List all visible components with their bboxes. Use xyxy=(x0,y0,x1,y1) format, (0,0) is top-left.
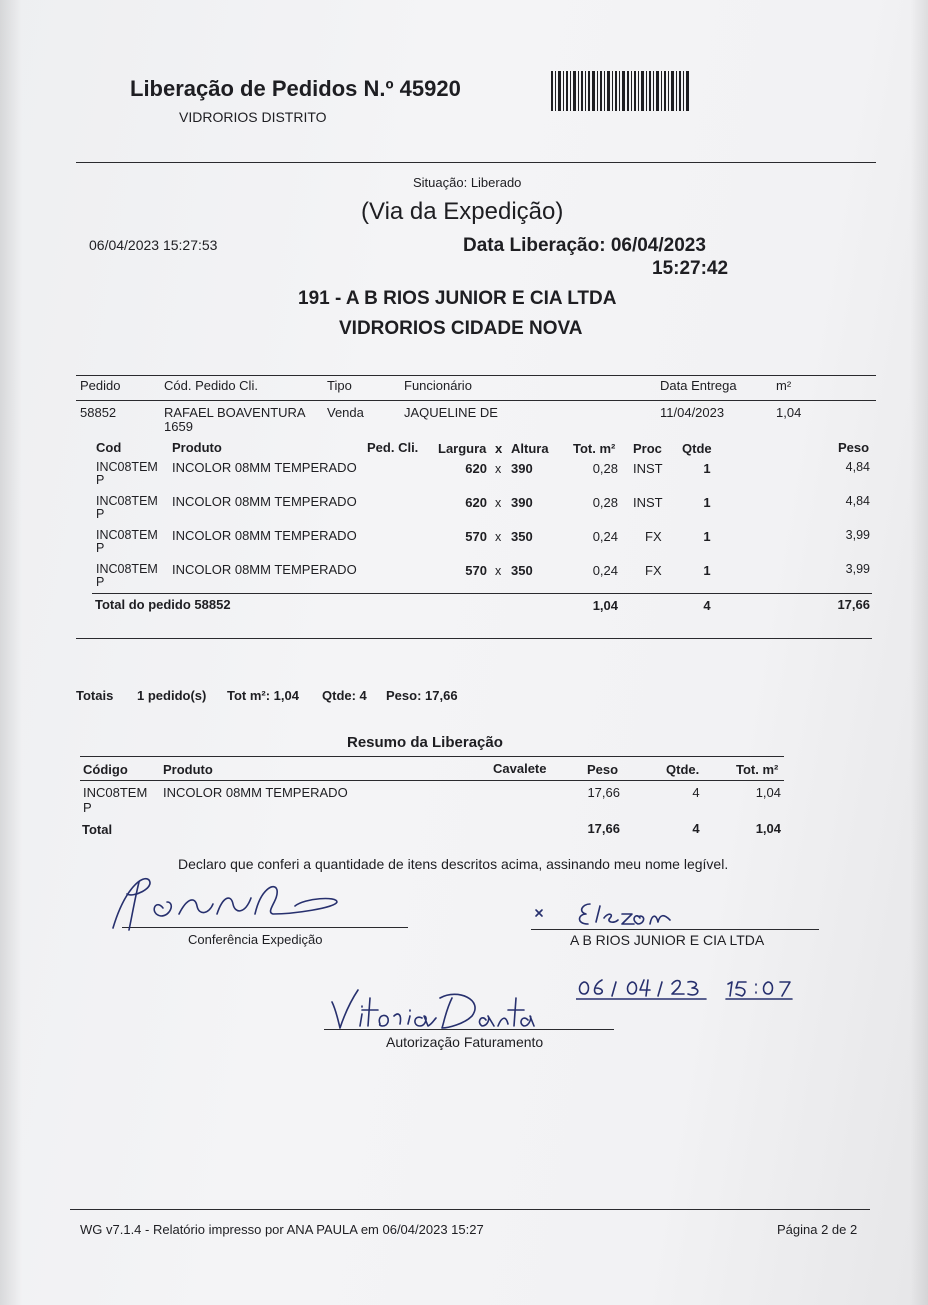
item-peso: 4,84 xyxy=(845,460,870,474)
signature-label-left: Conferência Expedição xyxy=(188,932,323,947)
item-tot-m2: 0,24 xyxy=(592,529,618,544)
col-tipo: Tipo xyxy=(327,378,352,393)
item-qtde: 1 xyxy=(703,461,711,476)
order-total-qtde: 4 xyxy=(703,598,711,613)
item-qtde: 1 xyxy=(703,563,711,578)
resumo-top-line xyxy=(80,756,784,757)
header-divider xyxy=(76,162,876,163)
resumo-col-tot-m2: Tot. m² xyxy=(736,762,779,777)
footer-line xyxy=(70,1209,870,1210)
item-proc: FX xyxy=(645,529,662,544)
order-pedido: 58852 xyxy=(80,405,117,420)
items-col-tot-m2: Tot. m² xyxy=(573,441,616,456)
item-produto: INCOLOR 08MM TEMPERADO xyxy=(172,562,357,577)
item-produto: INCOLOR 08MM TEMPERADO xyxy=(172,528,357,543)
data-liberacao: Data Liberação: 06/04/2023 xyxy=(463,235,706,256)
item-cod-cont: P xyxy=(96,507,105,521)
order-data-entrega: 11/04/2023 xyxy=(660,405,725,420)
item-tot-m2: 0,28 xyxy=(592,461,618,476)
order-total-label: Total do pedido 58852 xyxy=(95,597,231,612)
item-proc: FX xyxy=(645,563,662,578)
totais-qtde: Qtde: 4 xyxy=(322,688,367,703)
item-tot-m2: 0,24 xyxy=(592,563,618,578)
item-produto: INCOLOR 08MM TEMPERADO xyxy=(172,460,357,475)
col-cod-pedido-cli: Cód. Pedido Cli. xyxy=(164,378,258,393)
resumo-qtde: 4 xyxy=(692,785,700,800)
client-store: VIDRORIOS CIDADE NOVA xyxy=(339,318,583,339)
order-total-peso: 17,66 xyxy=(837,597,870,612)
col-m2: m² xyxy=(776,378,792,393)
resumo-title: Resumo da Liberação xyxy=(347,734,503,751)
items-col-altura: Altura xyxy=(511,441,549,456)
print-datetime: 06/04/2023 15:27:53 xyxy=(89,237,218,253)
item-altura: 390 xyxy=(511,495,533,510)
situacao-text: Situação: Liberado xyxy=(413,175,522,190)
via-heading: (Via da Expedição) xyxy=(361,198,564,225)
resumo-col-produto: Produto xyxy=(163,762,213,777)
item-cod: INC08TEM xyxy=(96,562,158,576)
resumo-col-qtde: Qtde. xyxy=(666,762,700,777)
item-qtde: 1 xyxy=(703,495,711,510)
item-cod-cont: P xyxy=(96,473,105,487)
item-peso: 4,84 xyxy=(845,494,870,508)
item-qtde: 1 xyxy=(703,529,711,544)
item-cod-cont: P xyxy=(96,541,105,555)
resumo-col-cavalete: Cavalete xyxy=(493,761,547,776)
resumo-col-codigo: Código xyxy=(83,762,128,777)
order-tipo: Venda xyxy=(327,405,364,420)
totais-pedidos: 1 pedido(s) xyxy=(137,688,207,703)
item-altura: 350 xyxy=(511,563,533,578)
items-total-line xyxy=(92,593,872,594)
totais-peso: Peso: 17,66 xyxy=(386,688,458,703)
footer-print-info: WG v7.1.4 - Relatório impresso por ANA PAULA em 06/04/2023 15:27 xyxy=(80,1222,484,1237)
item-cod: INC08TEM xyxy=(96,460,158,474)
order-top-line xyxy=(76,375,876,376)
items-col-proc: Proc xyxy=(633,441,662,456)
totais-m2: Tot m²: 1,04 xyxy=(227,688,299,703)
col-funcionario: Funcionário xyxy=(404,378,472,393)
handwritten-signature-auth xyxy=(318,980,538,1040)
items-col-largura: Largura xyxy=(438,441,487,456)
item-largura: 620 xyxy=(465,461,487,476)
declaration-text: Declaro que conferi a quantidade de itens descritos acima, assinando meu nome legível. xyxy=(178,856,729,872)
item-x: x xyxy=(495,496,502,510)
resumo-total-m2: 1,04 xyxy=(755,821,781,836)
item-altura: 390 xyxy=(511,461,533,476)
resumo-codigo: INC08TEM xyxy=(83,785,148,800)
item-peso: 3,99 xyxy=(845,562,870,576)
resumo-peso: 17,66 xyxy=(587,785,620,800)
item-produto: INCOLOR 08MM TEMPERADO xyxy=(172,494,357,509)
col-data-entrega: Data Entrega xyxy=(660,378,737,393)
item-altura: 350 xyxy=(511,529,533,544)
item-x: x xyxy=(495,462,502,476)
item-cod: INC08TEM xyxy=(96,494,158,508)
order-funcionario: JAQUELINE DE xyxy=(404,405,498,420)
item-largura: 570 xyxy=(465,563,487,578)
resumo-col-peso: Peso xyxy=(587,762,619,777)
resumo-produto: INCOLOR 08MM TEMPERADO xyxy=(163,785,348,800)
resumo-header-line xyxy=(80,780,784,781)
item-proc: INST xyxy=(633,495,663,510)
barcode-icon xyxy=(548,69,694,113)
company-name: VIDRORIOS DISTRITO xyxy=(179,109,327,125)
items-col-qtde: Qtde xyxy=(682,441,712,456)
item-peso: 3,99 xyxy=(845,528,870,542)
item-proc: INST xyxy=(633,461,663,476)
resumo-codigo-cont: P xyxy=(83,800,92,815)
resumo-total-label: Total xyxy=(82,822,113,837)
col-pedido: Pedido xyxy=(80,378,121,393)
handwritten-signature-left xyxy=(105,868,345,938)
order-bottom-line xyxy=(76,638,872,639)
resumo-total-qtde: 4 xyxy=(692,821,700,836)
items-col-peso: Peso xyxy=(838,440,870,455)
totais-label: Totais xyxy=(76,688,114,703)
order-cod-cli-2: 1659 xyxy=(164,419,193,434)
data-liberacao-time: 15:27:42 xyxy=(652,258,729,279)
signature-label-auth: Autorização Faturamento xyxy=(386,1034,544,1050)
item-x: x xyxy=(495,530,502,544)
order-m2: 1,04 xyxy=(776,405,802,420)
client-name: 191 - A B RIOS JUNIOR E CIA LTDA xyxy=(298,288,617,309)
item-tot-m2: 0,28 xyxy=(592,495,618,510)
item-largura: 620 xyxy=(465,495,487,510)
item-largura: 570 xyxy=(465,529,487,544)
order-total-m2: 1,04 xyxy=(592,598,618,613)
resumo-total-peso: 17,66 xyxy=(587,821,620,836)
items-col-x: x xyxy=(495,441,503,456)
handwritten-date xyxy=(576,972,796,1002)
handwritten-signature-right xyxy=(530,898,680,932)
item-cod-cont: P xyxy=(96,575,105,589)
item-x: x xyxy=(495,564,502,578)
document-title: Liberação de Pedidos N.º 45920 xyxy=(130,76,461,101)
items-col-ped-cli: Ped. Cli. xyxy=(367,440,419,455)
resumo-tot-m2: 1,04 xyxy=(755,785,781,800)
order-header-line xyxy=(76,400,876,401)
footer-page-number: Página 2 de 2 xyxy=(777,1222,858,1237)
items-col-cod: Cod xyxy=(96,440,122,455)
item-cod: INC08TEM xyxy=(96,528,158,542)
signature-label-right: A B RIOS JUNIOR E CIA LTDA xyxy=(570,932,765,948)
order-cod-cli-1: RAFAEL BOAVENTURA xyxy=(164,405,306,420)
items-col-produto: Produto xyxy=(172,440,222,455)
